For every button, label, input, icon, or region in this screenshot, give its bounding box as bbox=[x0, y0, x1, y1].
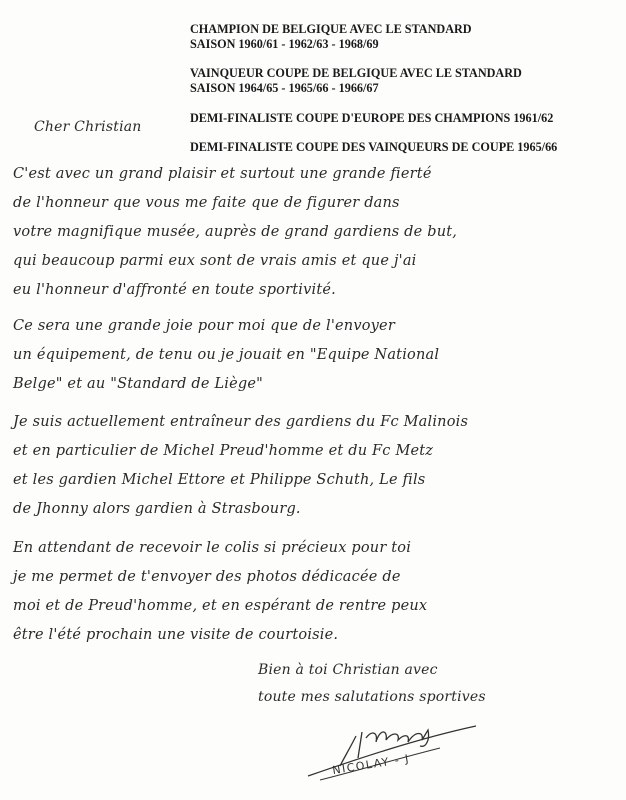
letterhead-line: VAINQUEUR COUPE DE BELGIQUE AVEC LE STANDARD bbox=[190, 66, 522, 80]
body-line: C'est avec un grand plaisir et surtout une grande fierté bbox=[13, 166, 432, 182]
body-line: être l'été prochain une visite de courtoisie. bbox=[13, 627, 339, 643]
letterhead-line: CHAMPION DE BELGIQUE AVEC LE STANDARD bbox=[190, 22, 472, 36]
letterhead-line: DEMI-FINALISTE COUPE D'EUROPE DES CHAMPIONS 1961/62 bbox=[190, 111, 554, 125]
salutation: Cher Christian bbox=[34, 119, 142, 135]
body-line: moi et de Preud'homme, et en espérant de rentre peux bbox=[13, 598, 428, 614]
body-line: Belge" et au "Standard de Liège" bbox=[13, 376, 264, 392]
closing-line: Bien à toi Christian avec bbox=[258, 662, 438, 678]
body-line: je me permet de t'envoyer des photos dédicacée de bbox=[13, 569, 401, 585]
body-line: Ce sera une grande joie pour moi que de l'envoyer bbox=[13, 318, 395, 334]
body-line: En attendant de recevoir le colis si précieux pour toi bbox=[13, 540, 412, 556]
body-line: Je suis actuellement entraîneur des gardiens du Fc Malinois bbox=[13, 414, 469, 430]
closing-line: toute mes salutations sportives bbox=[258, 689, 486, 705]
body-line: et en particulier de Michel Preud'homme et du Fc Metz bbox=[13, 443, 434, 459]
letterhead-line: DEMI-FINALISTE COUPE DES VAINQUEURS DE COUPE 1965/66 bbox=[190, 140, 558, 154]
body-line: votre magnifique musée, auprès de grand gardiens de but, bbox=[13, 224, 458, 240]
body-line: un équipement, de tenu ou je jouait en "Equipe National bbox=[13, 347, 440, 363]
body-line: de l'honneur que vous me faite que de figurer dans bbox=[13, 195, 400, 211]
body-line: et les gardien Michel Ettore et Philippe Schuth, Le fils bbox=[13, 472, 426, 488]
letterhead-line: SAISON 1960/61 - 1962/63 - 1968/69 bbox=[190, 37, 379, 51]
body-line: eu l'honneur d'affronté en toute sportivité. bbox=[13, 282, 336, 298]
body-line: de Jhonny alors gardien à Strasbourg. bbox=[13, 501, 301, 517]
letterhead-line: SAISON 1964/65 - 1965/66 - 1966/67 bbox=[190, 81, 379, 95]
body-line: qui beaucoup parmi eux sont de vrais amis et que j'ai bbox=[13, 253, 417, 269]
signature-name: NICOLAY - J bbox=[331, 751, 411, 778]
